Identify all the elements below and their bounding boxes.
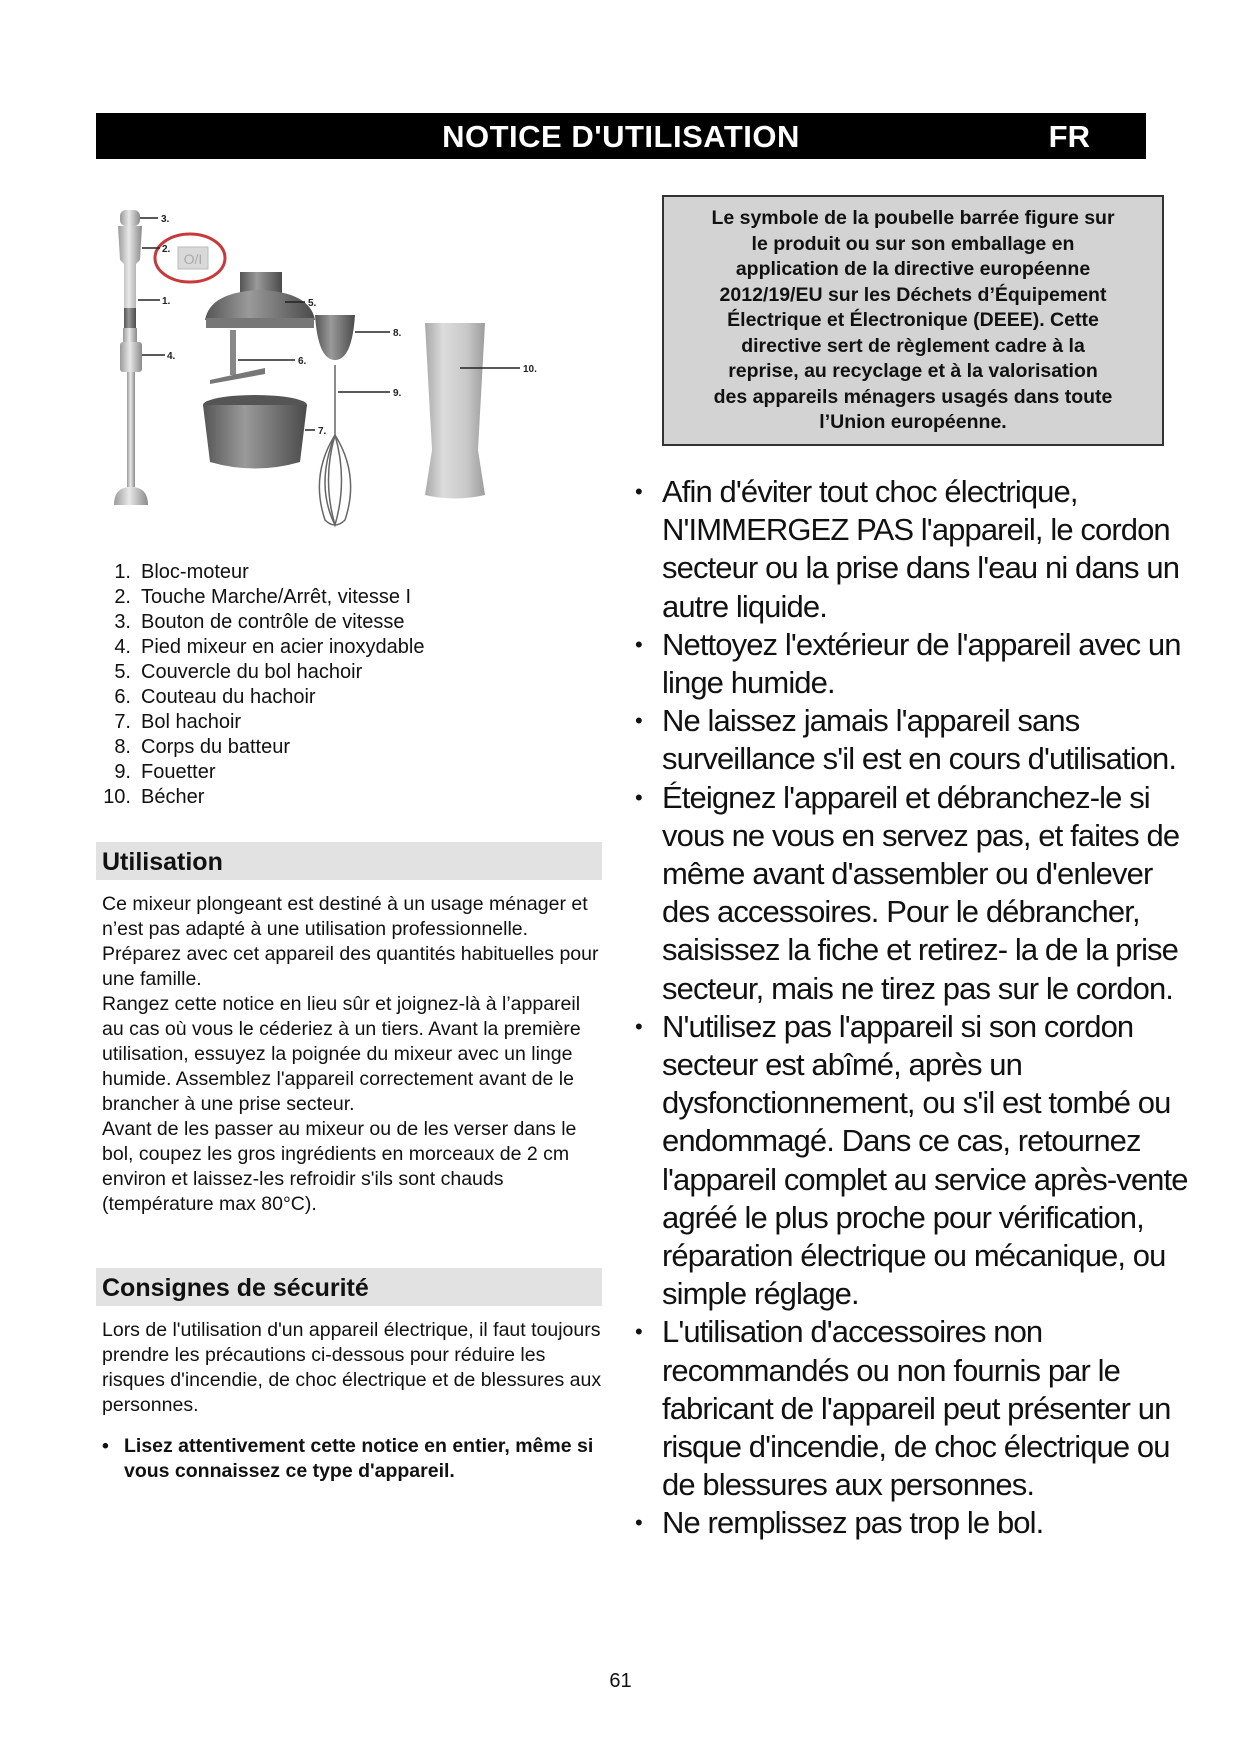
list-item: 1. Bloc-moteur <box>114 561 249 583</box>
weee-notice-box: Le symbole de la poubelle barrée figure sur le produit ou sur son emballage en application de la directive européenne 2012/19/EU sur les Déchets d’Équipement Électrique et Électronique (DEEE). Cette directive sert de règlement cadre à la reprise, au recyclage et à la valorisation des appareils ménagers usagés dans toute l’Union européenne. <box>662 195 1164 446</box>
list-item: • L'utilisation d'accessoires non recommandés ou non fournis par le fabricant de l'appareil peut présenter un risque d'incendie, de choc électrique ou de blessures aux personnes. <box>632 1313 1192 1504</box>
callout-3: 3. <box>161 214 170 225</box>
header-bar <box>96 113 1146 159</box>
callout-9: 9. <box>393 388 402 399</box>
list-item: • Éteignez l'appareil et débranchez-le si vous ne vous en servez pas, et faites de même avant d'assembler ou d'enlever des accessoires. Pour le débrancher, saisissez la fiche et retirez- la de la prise secteur, mais ne tirez pas sur le cordon. <box>632 779 1192 1008</box>
callout-6: 6. <box>298 356 307 367</box>
paragraph: Avant de les passer au mixeur ou de les verser dans le bol, coupez les gros ingrédients en morceaux de 2 cm environ et laissez-les refroidir s'ils sont chauds (température max 80°C). <box>102 1118 577 1215</box>
page-number: 61 <box>609 1670 632 1692</box>
list-item: • Ne laissez jamais l'appareil sans surveillance s'il est en cours d'utilisation. <box>632 702 1192 778</box>
page-title: NOTICE D'UTILISATION <box>442 119 800 154</box>
blender-foot <box>114 342 148 505</box>
callout-8: 8. <box>393 328 402 339</box>
list-item: 6. Couteau du hachoir <box>114 686 316 708</box>
list-item: 10. Bécher <box>103 786 205 808</box>
list-item: • N'utilisez pas l'appareil si son cordon secteur est abîmé, après un dysfonctionnement, ou s'il est tombé ou endommagé. Dans ce cas, retournez l'appareil complet au service après-vente agréé le plus proche pour vérification, réparation électrique ou mécanique, ou simple réglage. <box>632 1008 1192 1314</box>
chopper-lid <box>205 272 315 328</box>
callout-1: 1. <box>162 296 171 307</box>
list-item: 4. Pied mixeur en acier inoxydable <box>114 636 425 658</box>
bullet-dot-icon: • <box>102 1435 109 1457</box>
utilisation-text <box>102 892 607 1217</box>
whisk-body <box>315 315 355 360</box>
list-item: 9. Fouetter <box>114 761 216 783</box>
chopper-bowl <box>203 395 307 469</box>
section-heading-utilisation: Utilisation <box>96 842 602 880</box>
bold-bullet-item: • Lisez attentivement cette notice en entier, même si vous connaissez ce type d'appareil. <box>102 1435 594 1482</box>
callout-5: 5. <box>308 298 317 309</box>
switch-label: O/I <box>183 251 203 267</box>
list-item: 3. Bouton de contrôle de vitesse <box>114 611 405 633</box>
paragraph: Ce mixeur plongeant est destiné à un usage ménager et n’est pas adapté à une utilisation professionnelle. Préparez avec cet appareil des quantités habituelles pour une famille. <box>102 893 599 990</box>
list-item: 8. Corps du batteur <box>114 736 290 758</box>
chopper-blade <box>210 330 265 384</box>
section-heading-securite: Consignes de sécurité <box>96 1268 602 1306</box>
securite-intro: Lors de l'utilisation d'un appareil électrique, il faut toujours prendre les précautions ci-dessous pour réduire les risques d'incendie, de choc électrique et de blessures aux personnes. <box>102 1319 602 1416</box>
callout-10: 10. <box>523 364 537 375</box>
safety-bullet-list <box>632 473 1192 1543</box>
product-parts-figure <box>100 200 620 535</box>
beaker <box>425 323 485 499</box>
list-item: 5. Couvercle du bol hachoir <box>114 661 363 683</box>
list-item: • Ne remplissez pas trop le bol. <box>632 1504 1192 1542</box>
parts-list <box>100 560 425 810</box>
list-item: 2. Touche Marche/Arrêt, vitesse I <box>114 586 412 608</box>
callout-2: 2. <box>162 244 171 255</box>
whisk <box>319 365 350 525</box>
language-code: FR <box>1048 119 1090 154</box>
callout-4: 4. <box>167 351 176 362</box>
callout-7: 7. <box>318 426 327 437</box>
list-item: • Afin d'éviter tout choc électrique, N'IMMERGEZ PAS l'appareil, le cordon secteur ou la prise dans l'eau ni dans un autre liquide. <box>632 473 1192 626</box>
list-item: 7. Bol hachoir <box>114 711 242 733</box>
paragraph: Rangez cette notice en lieu sûr et joignez-là à l’appareil au cas où vous le céderiez à un tiers. Avant la première utilisation, essuyez la poignée du mixeur avec un linge humide. Assemblez l'appareil correctement avant de le brancher à une prise secteur. <box>102 993 581 1115</box>
list-item: • Nettoyez l'extérieur de l'appareil avec un linge humide. <box>632 626 1192 702</box>
